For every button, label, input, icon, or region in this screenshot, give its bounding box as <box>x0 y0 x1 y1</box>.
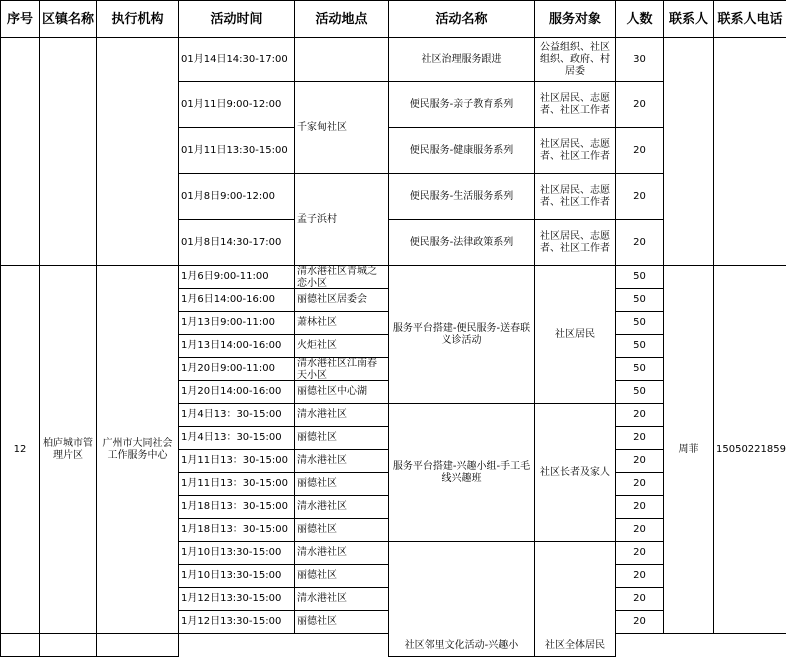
time-cell: 1月20日14:00-16:00 <box>179 381 295 404</box>
seq-cell <box>1 38 40 266</box>
time-cell: 01月8日9:00-12:00 <box>179 174 295 220</box>
time-cell: 01月8日14:30-17:00 <box>179 220 295 266</box>
activity-name-cell: 社区邻里文化活动-兴趣小 <box>389 542 535 657</box>
time-cell: 1月13日9:00-11:00 <box>179 312 295 335</box>
location-cell: 丽德社区 <box>295 427 389 450</box>
col-header-target: 服务对象 <box>535 1 616 38</box>
location-cell <box>295 266 389 289</box>
count-cell: 20 <box>616 427 664 450</box>
time-cell: 01月14日14:30-17:00 <box>179 38 295 82</box>
time-cell: 1月18日13：30-15:00 <box>179 519 295 542</box>
count-cell: 20 <box>616 588 664 611</box>
activity-name-cell: 便民服务-生活服务系列 <box>389 174 535 220</box>
time-cell: 1月12日13:30-15:00 <box>179 588 295 611</box>
location-cell: 千家甸社区 <box>295 82 389 174</box>
col-header-activity: 活动名称 <box>389 1 535 38</box>
time-cell: 01月11日13:30-15:00 <box>179 128 295 174</box>
time-cell: 1月10日13:30-15:00 <box>179 542 295 565</box>
activity-name-cell: 服务平台搭建-兴趣小组-手工毛线兴趣班 <box>389 404 535 542</box>
location-text: 清水港社区江南春天小区 <box>297 358 386 380</box>
time-cell: 1月6日9:00-11:00 <box>179 266 295 289</box>
count-cell: 20 <box>616 496 664 519</box>
target-cell: 社区居民、志愿者、社区工作者 <box>535 174 616 220</box>
location-text: 清水港社区青城之恋小区 <box>297 266 386 288</box>
location-cell: 清水港社区 <box>295 588 389 611</box>
count-cell: 20 <box>616 611 664 634</box>
time-cell: 1月11日13：30-15:00 <box>179 450 295 473</box>
count-cell: 50 <box>616 266 664 289</box>
activity-name-cell: 便民服务-健康服务系列 <box>389 128 535 174</box>
count-cell: 30 <box>616 38 664 82</box>
time-cell: 1月20日9:00-11:00 <box>179 358 295 381</box>
time-cell: 1月4日13：30-15:00 <box>179 427 295 450</box>
count-cell: 20 <box>616 542 664 565</box>
col-header-org: 执行机构 <box>97 1 179 38</box>
count-cell: 20 <box>616 128 664 174</box>
table-row <box>1 266 786 289</box>
phone-cell: 15050221859 <box>714 266 786 634</box>
col-header-contact: 联系人 <box>664 1 714 38</box>
col-header-phone: 联系人电话 <box>714 1 786 38</box>
target-cell: 社区长者及家人 <box>535 404 616 542</box>
count-cell: 50 <box>616 381 664 404</box>
col-header-location: 活动地点 <box>295 1 389 38</box>
activity-name-cell: 便民服务-法律政策系列 <box>389 220 535 266</box>
target-cell: 社区居民 <box>535 266 616 404</box>
time-cell: 1月10日13:30-15:00 <box>179 565 295 588</box>
location-cell: 丽德社区 <box>295 473 389 496</box>
activity-name-cell: 便民服务-亲子教育系列 <box>389 82 535 128</box>
location-cell: 孟子浜村 <box>295 174 389 266</box>
time-cell: 1月6日14:00-16:00 <box>179 289 295 312</box>
district-cell <box>40 38 97 266</box>
org-cell <box>97 38 179 266</box>
location-cell: 丽德社区 <box>295 519 389 542</box>
count-cell: 20 <box>616 174 664 220</box>
count-cell: 20 <box>616 473 664 496</box>
location-cell: 丽德社区 <box>295 611 389 634</box>
location-cell: 丽德社区居委会 <box>295 289 389 312</box>
header-row <box>1 1 786 38</box>
location-cell: 丽德社区中心湖 <box>295 381 389 404</box>
time-cell: 1月11日13：30-15:00 <box>179 473 295 496</box>
col-header-seq: 序号 <box>1 1 40 38</box>
time-cell: 1月4日13：30-15:00 <box>179 404 295 427</box>
location-cell: 萧林社区 <box>295 312 389 335</box>
count-cell: 20 <box>616 450 664 473</box>
count-cell: 20 <box>616 565 664 588</box>
target-cell: 社区居民、志愿者、社区工作者 <box>535 220 616 266</box>
location-cell: 清水港社区 <box>295 496 389 519</box>
location-cell: 清水港社区 <box>295 404 389 427</box>
col-header-count: 人数 <box>616 1 664 38</box>
count-cell: 50 <box>616 335 664 358</box>
district-cell: 柏庐城市管理片区 <box>40 266 97 634</box>
target-cell: 社区全体居民 <box>535 542 616 657</box>
count-cell: 50 <box>616 289 664 312</box>
count-cell: 20 <box>616 404 664 427</box>
count-cell: 20 <box>616 519 664 542</box>
org-cell: 广州市大同社会工作服务中心 <box>97 266 179 634</box>
location-cell: 丽德社区 <box>295 565 389 588</box>
target-cell: 社区居民、志愿者、社区工作者 <box>535 128 616 174</box>
location-cell <box>295 358 389 381</box>
col-header-time: 活动时间 <box>179 1 295 38</box>
table-row <box>1 38 786 82</box>
time-cell <box>1 634 40 657</box>
count-cell: 20 <box>616 220 664 266</box>
time-cell: 1月13日14:00-16:00 <box>179 335 295 358</box>
time-cell: 1月18日13：30-15:00 <box>179 496 295 519</box>
target-cell: 社区居民、志愿者、社区工作者 <box>535 82 616 128</box>
location-cell: 清水港社区 <box>295 542 389 565</box>
location-cell <box>295 38 389 82</box>
target-cell: 公益组织、社区组织、政府、村居委 <box>535 38 616 82</box>
activity-name-cell: 社区治理服务跟进 <box>389 38 535 82</box>
count-cell: 20 <box>616 82 664 128</box>
location-cell: 清水港社区 <box>295 450 389 473</box>
contact-cell: 周菲 <box>664 266 714 634</box>
time-cell: 1月12日13:30-15:00 <box>179 611 295 634</box>
activity-name-cell: 服务平台搭建-便民服务-送春联义诊活动 <box>389 266 535 404</box>
col-header-district: 区镇名称 <box>40 1 97 38</box>
phone-cell <box>714 38 786 266</box>
count-cell <box>97 634 179 657</box>
count-cell: 50 <box>616 358 664 381</box>
location-cell: 火炬社区 <box>295 335 389 358</box>
contact-cell <box>664 38 714 266</box>
count-cell: 50 <box>616 312 664 335</box>
location-cell <box>40 634 97 657</box>
seq-cell: 12 <box>1 266 40 634</box>
time-cell: 01月11日9:00-12:00 <box>179 82 295 128</box>
